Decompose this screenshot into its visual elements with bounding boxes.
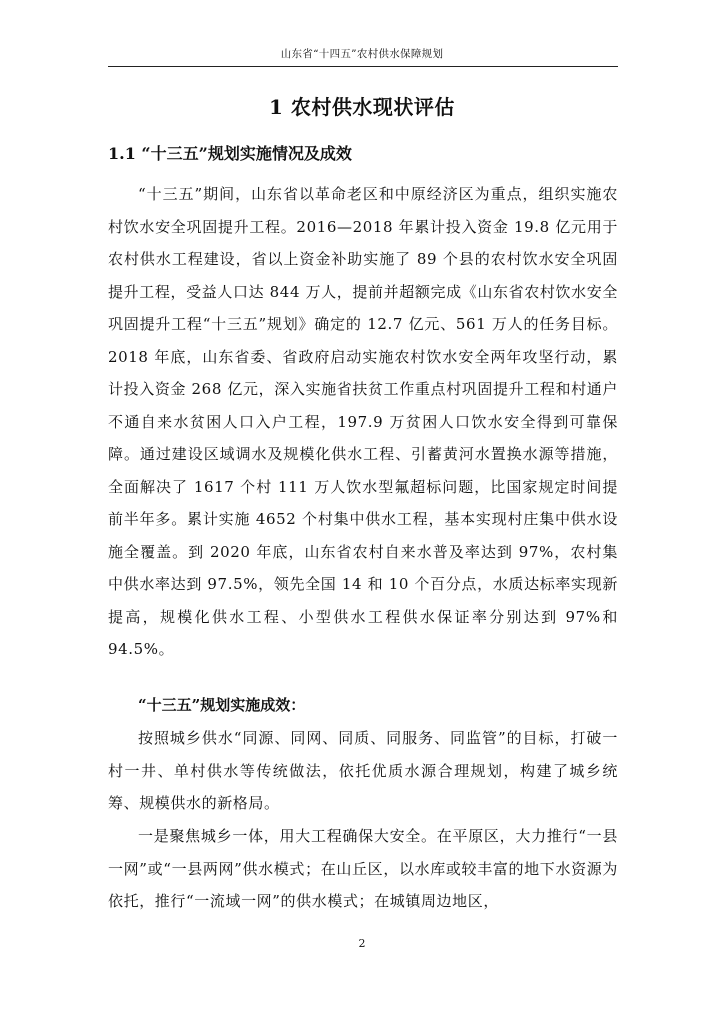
page-number: 2 bbox=[358, 937, 366, 950]
paragraph-goals: 按照城乡供水“同源、同网、同质、同服务、同监管”的目标，打破一村一井、单村供水等传统做法，依托优质水源合理规划，构建了城乡统筹、规模供水的新格局。 bbox=[108, 729, 618, 812]
paragraph-integration: 一是聚焦城乡一体，用大工程确保大安全。在平原区，大力推行“一县一网”或“一县两网”供水模式；在山丘区，以水库或较丰富的地下水资源为依托，推行“一流域一网”的供水模式；在城镇周边地区， bbox=[108, 827, 618, 910]
header-divider bbox=[108, 66, 618, 67]
subheading-results: “十三五”规划实施成效： bbox=[138, 696, 306, 714]
paragraph-achievements: “十三五”期间，山东省以革命老区和中原经济区为重点，组织实施农村饮水安全巩固提升工程。2016—2018 年累计投入资金 19.8 亿元用于农村供水工程建设，省以上资金补助实施了 89 个县的农村饮水安全巩固提升工程，受益人口达 844 万人，提前并超额完成《山东省农村饮水安全巩固提升工程“十三五”规划》确定的 12.7 亿元、561 万人的任务目标。2018 年底，山东省委、省政府启动实施农村饮水安全两年攻坚行动，累计投入资金 268 亿元，深入实施省扶贫工作重点村巩固提升工程和村通户不通自来水贫困人口入户工程，197.9 万贫困人口饮水安全得到可靠保障。通过建设区域调水及规模化供水工程、引蓄黄河水置换水源等措施，全面解决了 1617 个村 111 万人饮水型氟超标问题，比国家规定时间提前半年多。累计实施 4652 个村集中供水工程，基本实现村庄集中供水设施全覆盖。到 2020 年底，山东省农村自来水普及率达到 97%，农村集中供水率达到 97.5%，领先全国 14 和 10 个百分点，水质达标率实现新提高，规模化供水工程、小型供水工程供水保证率分别达到 97%和 94.5%。 bbox=[108, 185, 618, 658]
section-title: 1.1 “十三五”规划实施情况及成效 bbox=[108, 144, 352, 163]
running-header: 山东省“十四五”农村供水保障规划 bbox=[280, 48, 444, 60]
chapter-title: 1 农村供水现状评估 bbox=[269, 95, 455, 119]
